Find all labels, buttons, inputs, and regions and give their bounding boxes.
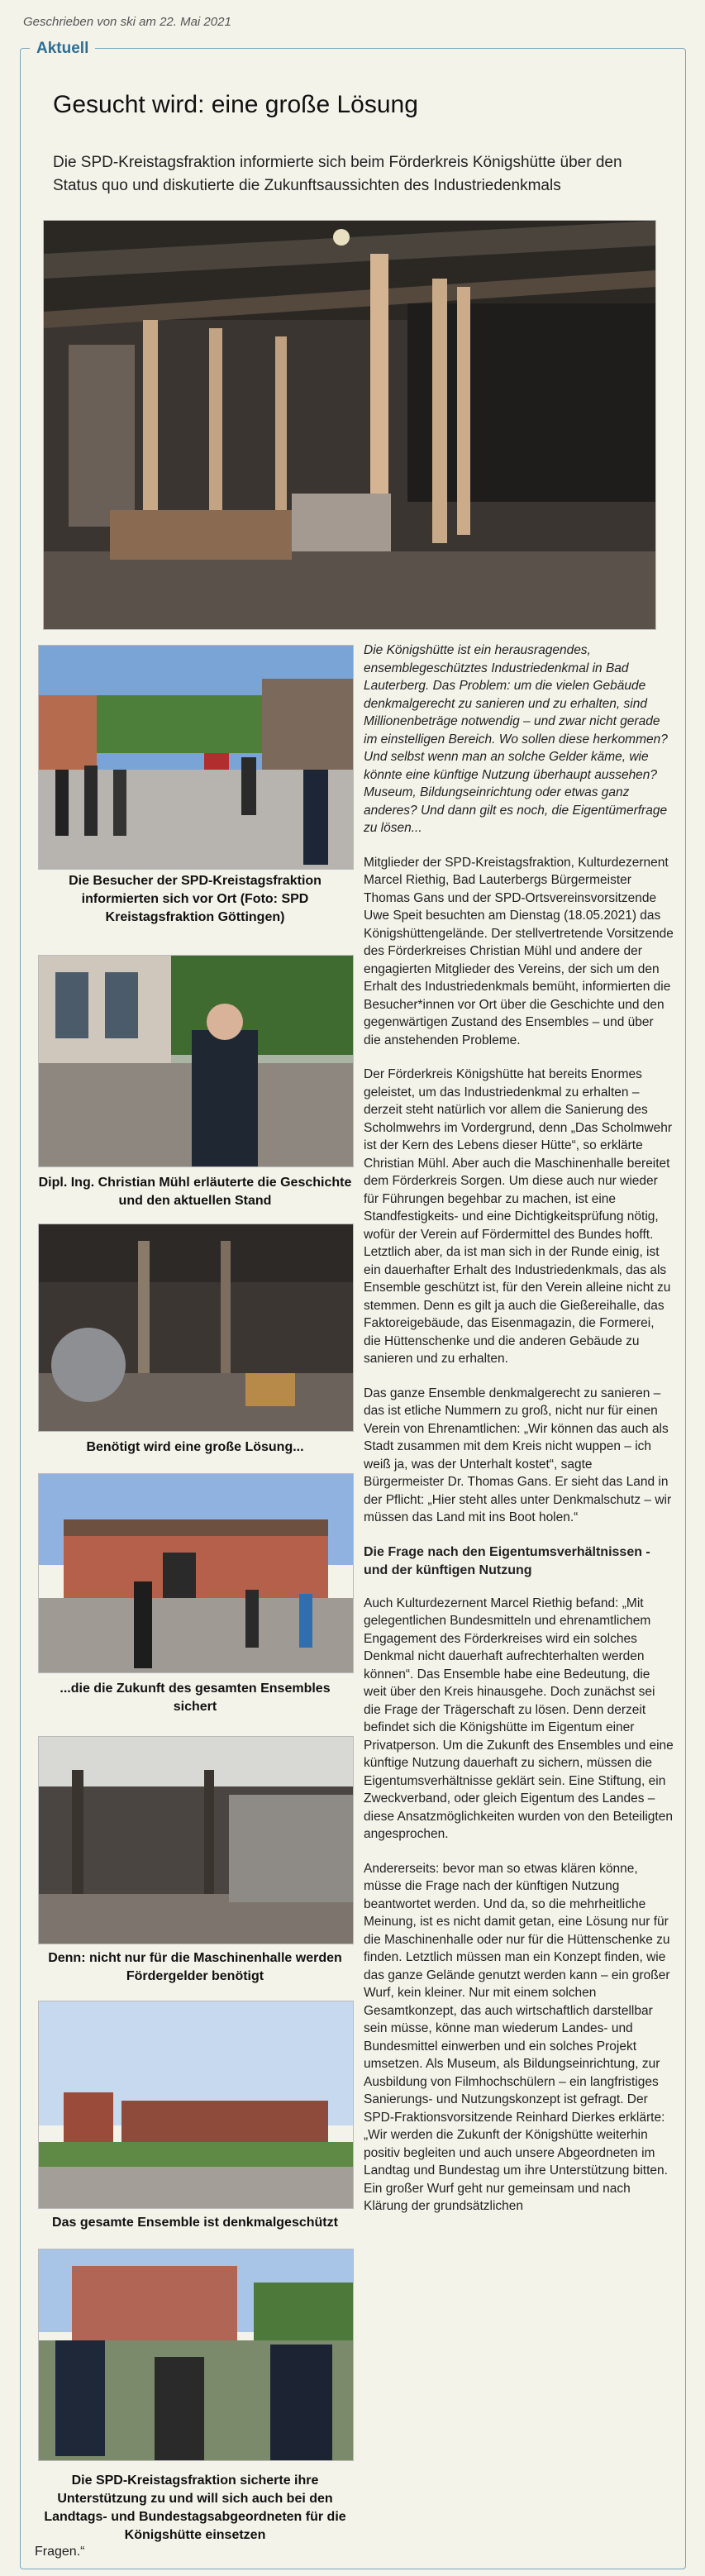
caption-funding: Denn: nicht nur für die Maschinenhalle werden Fördergelder benötigt [48, 1951, 342, 1983]
article-body [364, 642, 674, 2232]
article-subheading: Die Frage nach den Eigentumsverhältnissen - und der künftigen Nutzung [364, 1544, 650, 1577]
hero-photo-machine-hall[interactable] [43, 220, 656, 630]
photo-ensemble-buildings[interactable] [38, 2001, 354, 2209]
section-label[interactable]: Aktuell [30, 40, 95, 58]
caption-visitors: Die Besucher der SPD-Kreistagsfraktion informierten sich vor Ort (Foto: SPD Kreistagsfraktion Göttingen) [69, 874, 322, 924]
caption-big-solution: Benötigt wird eine große Lösung... [86, 1440, 304, 1454]
article-paragraph-2: Der Förderkreis Königshütte hat bereits Enormes geleistet, um das Industriedenkmal zu erhalten – derzeit steht natürlich vor allem die Sanierung des Scholmwehrs im Vordergrund, denn „Das Scholmwehr ist der Kern des Lebens dieser Hütte“, so erklärte Christian Mühl. Aber auch die Maschinenhalle bereitet dem Förderkreis Sorgen. Um diese auch nur wieder für Führungen begehbar zu machen, ist eine Standfestigkeits- und eine Dichtigkeitsprüfung nötig, wofür der Verein auf Fördermittel des Bundes hofft. Letztlich aber, da ist man sich in der Runde einig, ist ein dauerhafter Erhalt des Industriedenkmals, das als Ensemble geschützt ist, für den Verein alleine nicht zu stemmen. Denn es gilt ja auch die Gießereihalle, das Faktoreigebäude, das Eisenmagazin, die Formerei, die Hüttenschenke und die anderen Gebäude zu sanieren und zu erhalten. [364, 1067, 673, 1366]
photo-hall-interior[interactable] [38, 1736, 354, 1944]
photo-ensemble-courtyard[interactable] [38, 1473, 354, 1673]
photo-christian-muehl[interactable] [38, 955, 354, 1167]
article-title: Gesucht wird: eine große Lösung [53, 91, 418, 118]
article-paragraph-3: Das ganze Ensemble denkmalgerecht zu sanieren – das ist etliche Nummern zu groß, nicht nur für einen Verein von Ehrenamtlichen: „Wir können das auch als Stadt zusammen mit dem Kreis nicht wuppen – ich weiß ja, was der Unterhalt kostet“, sagte Bürgermeister Dr. Thomas Gans. Er sieht das Land in der Pflicht: „Hier steht alles unter Denkmalschutz – wir müssen das Land mit ins Boot holen.“ [364, 1386, 672, 1524]
caption-christian-muehl: Dipl. Ing. Christian Mühl erläuterte die Geschichte und den aktuellen Stand [38, 1176, 352, 1208]
article-paragraph-4: Auch Kulturdezernent Marcel Riethig befand: „Mit gelegentlichen Bundesmitteln und ehrenamtlichem Engagement des Förderkreises wird ein solches Denkmal nicht dauerhaft aufrechterhalten werden können“. Das Ensemble habe eine Bedeutung, die weit über den Kreis hinausgehe. Doch zunächst sei die Frage der Trägerschaft zu lösen. Denn derzeit befindet sich die Königshütte im Eigentum einer Privatperson. Um die Zukunft des Ensembles und eine künftige Nutzung dauerhaft zu sichern, müssen die Eigentumsverhältnisse geklärt sein. Eine Stiftung, ein Zweckverband, oder gleich Eigentum des Landes – diese Ansatzmöglichkeiten wurden von den Beteiligten angesprochen. [364, 1596, 674, 1841]
caption-spd-support: Die SPD-Kreistagsfraktion sicherte ihre Unterstützung zu und will sich auch bei den Landtags- und Bundestagsabgeordneten für die Königshütte einsetzen [44, 2473, 346, 2542]
article-tail: Fragen.“ [35, 2545, 85, 2559]
caption-ensemble-protected: Das gesamte Ensemble ist denkmalgeschützt [52, 2216, 338, 2230]
article-paragraph-5: Andererseits: bevor man so etwas klären könne, müsse die Frage nach der künftigen Nutzung beantwortet werden. Und da, so die mehrheitliche Meinung, ist es nicht damit getan, eine Lösung nur für die Maschinenhalle oder nur für die Hüttenschenke zu finden. Letztlich müssen man ein Konzept finden, wie das ganze Gelände genutzt werden kann – ein großer Wurf, kein kleiner. Nur mit einem solchen Gesamtkonzept, das auch wirtschaftlich darstellbar sein müsse, könne man wiederum Landes- und Bundesmittel einwerben und ein solches Projekt umsetzen. Als Museum, als Bildungseinrichtung, zur Ausbildung von Filmhochschülern – ein langfristiges Sanierungs- und Nutzungskonzept ist gefragt. Der SPD-Fraktionsvorsitzende Reinhard Dierkes erklärte: „Wir werden die Zukunft der Königshütte weiterhin positiv begleiten und auch unsere Abgeordneten im Landtag und Bundestag um ihre Unterstützung bitten. Ein großer Wurf geht nur gemeinsam und nach Klärung der grundsätzlichen [364, 1861, 670, 2213]
article-intro: Die SPD-Kreistagsfraktion informierte sich beim Förderkreis Königshütte über den Status quo und diskutierte die Zukunftsaussichten des Industriedenkmals [53, 154, 622, 194]
photo-visitors[interactable] [38, 645, 354, 870]
photo-spd-group[interactable] [38, 2249, 354, 2461]
article-paragraph-1: Mitglieder der SPD-Kreistagsfraktion, Kulturdezernent Marcel Riethig, Bad Lauterbergs Bürgermeister Thomas Gans und der SPD-Ortsvereinsvorsitzende Uwe Speit besuchten am Dienstag (18.05.2021) das Königshüttengelände. Der stellvertretende Vorsitzende des Förderkreises Christian Mühl und andere der engagierten Mitglieder des Vereins, der sich um den Erhalt des Industriedenkmals bemüht, informierten die Besucher*innen vor Ort über die Geschichte und den gegenwärtigen Zustand des Ensembles – und über die anstehenden Probleme. [364, 855, 674, 1047]
photo-machine-hall[interactable] [38, 1224, 354, 1432]
caption-ensemble-future: ...die die Zukunft des gesamten Ensembles sichert [60, 1682, 331, 1714]
post-meta: Geschrieben von ski am 22. Mai 2021 [23, 15, 231, 29]
article-lead: Die Königshütte ist ein herausragendes, ensemblegeschütztes Industriedenkmal in Bad Lauterberg. Das Problem: um die vielen Gebäude denkmalgerecht zu sanieren und zu erhalten, sind Millionenbeträge notwendig – und zwar nicht gerade im einstelligen Bereich. Wo sollen diese herkommen? Und selbst wenn man an solche Gelder käme, wie könnte eine künftige Nutzung überhaupt aussehen? Museum, Bildungseinrichtung oder etwas ganz anderes? Und dann gilt es noch, die Eigentümerfrage zu lösen... [364, 643, 668, 835]
